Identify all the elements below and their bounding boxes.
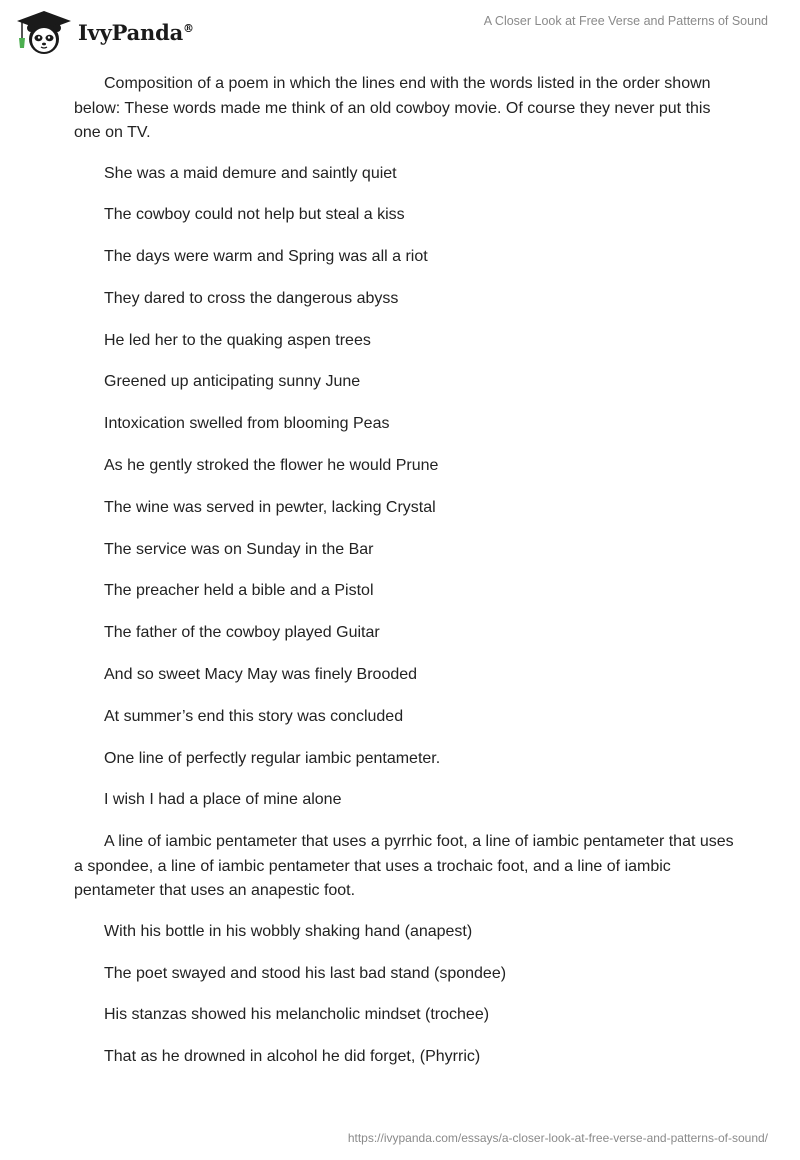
variation-line: With his bottle in his wobbly shaking hand (anapest) xyxy=(104,922,473,940)
poem-line: They dared to cross the dangerous abyss xyxy=(104,289,399,307)
intro-paragraph: Composition of a poem in which the lines end with the words listed in the order shown below: These words made me think of an old cowboy movie. Of course they never put this one on TV. xyxy=(74,75,711,141)
poem-line: The service was on Sunday in the Bar xyxy=(104,540,374,558)
page-header xyxy=(0,0,800,60)
document-title: A Closer Look at Free Verse and Patterns of Sound xyxy=(483,14,768,28)
pentameter-line: I wish I had a place of mine alone xyxy=(104,791,342,809)
poem-line: She was a maid demure and saintly quiet xyxy=(104,164,397,182)
variation-line: That as he drowned in alcohol he did forget, (Phyrric) xyxy=(104,1048,481,1066)
variation-line: The poet swayed and stood his last bad stand (spondee) xyxy=(104,964,507,982)
poem-line: The father of the cowboy played Guitar xyxy=(104,624,380,642)
brand-name: IvyPanda® xyxy=(78,19,194,45)
ivypanda-logo[interactable] xyxy=(14,8,194,56)
variation-line: His stanzas showed his melancholic mindset (trochee) xyxy=(104,1006,490,1024)
poem-line: The days were warm and Spring was all a riot xyxy=(104,248,428,266)
poem-line: As he gently stroked the flower he would Prune xyxy=(104,457,439,475)
poem-line: He led her to the quaking aspen trees xyxy=(104,331,371,349)
poem-line: The cowboy could not help but steal a kiss xyxy=(104,206,405,224)
panda-graduation-cap-icon xyxy=(14,8,74,56)
poem-line: And so sweet Macy May was finely Brooded xyxy=(104,666,418,684)
essay-body xyxy=(74,72,734,1087)
poem-line: At summer’s end this story was concluded xyxy=(104,707,404,725)
poem-line: Intoxication swelled from blooming Peas xyxy=(104,415,390,433)
poem-line: The preacher held a bible and a Pistol xyxy=(104,582,374,600)
variations-paragraph: A line of iambic pentameter that uses a pyrrhic foot, a line of iambic pentameter that uses a spondee, a line of iambic pentameter that uses a trochaic foot, and a line of iambic pentameter that uses an anapestic foot. xyxy=(74,833,734,900)
poem-line: The wine was served in pewter, lacking Crystal xyxy=(104,498,436,516)
poem-line: Greened up anticipating sunny June xyxy=(104,373,361,391)
source-url-link[interactable]: https://ivypanda.com/essays/a-closer-look-at-free-verse-and-patterns-of-sound/ xyxy=(347,1131,768,1145)
pentameter-heading: One line of perfectly regular iambic pentameter. xyxy=(104,749,441,767)
